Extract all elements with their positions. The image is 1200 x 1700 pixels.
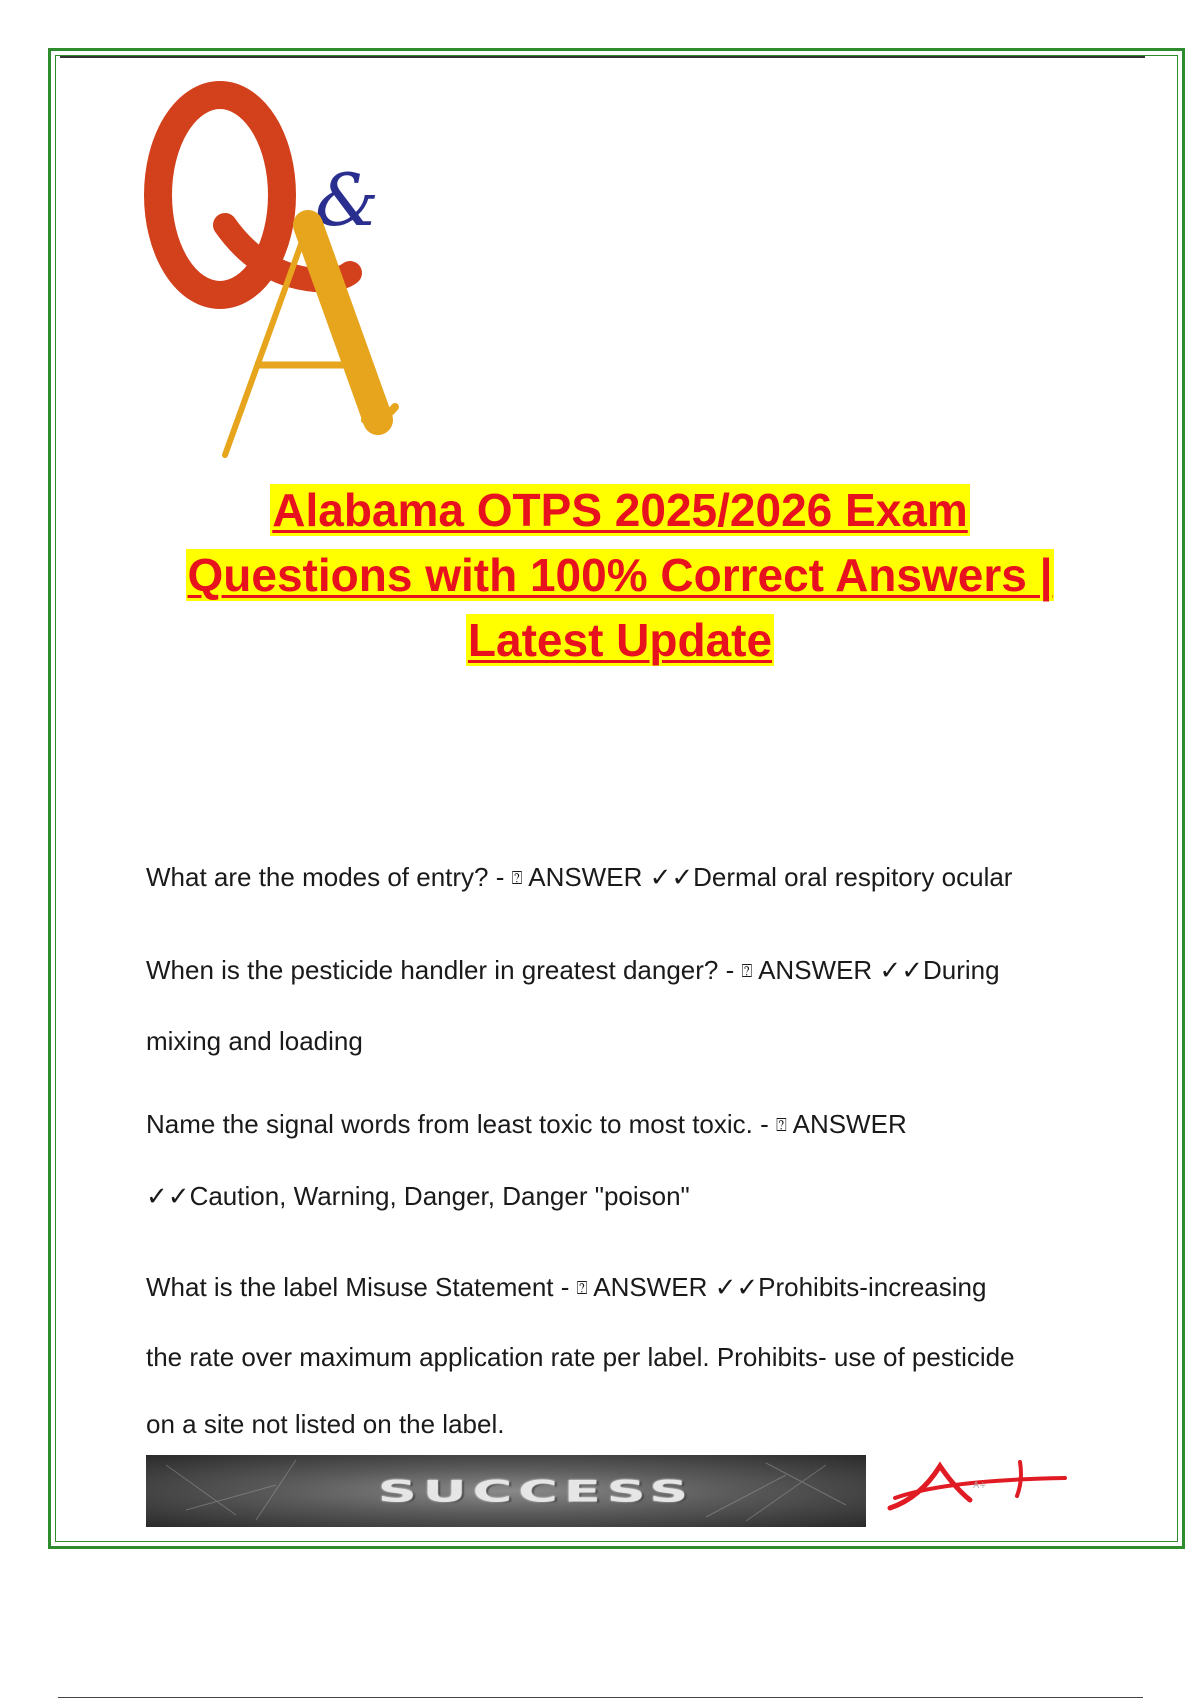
a-plus-grade-image xyxy=(885,1458,1070,1528)
qa-item-2-line-2: mixing and loading xyxy=(146,1026,363,1056)
success-banner-image xyxy=(146,1455,866,1527)
qa-item-4-line-2: the rate over maximum application rate per label. Prohibits- use of pesticide xyxy=(146,1342,1015,1372)
missing-glyph-icon: ⍰ xyxy=(576,1278,588,1298)
title-line-2: Questions with 100% Correct Answers | xyxy=(187,549,1053,601)
footer-rule xyxy=(58,1697,1143,1698)
missing-glyph-icon: ⍰ xyxy=(511,868,523,888)
qa-item-3-line-1: Name the signal words from least toxic to most toxic. - ⍰ ANSWER xyxy=(146,1109,907,1139)
missing-glyph-icon: ⍰ xyxy=(776,1115,787,1135)
logo-ampersand: & xyxy=(315,158,380,242)
title-line-3: Latest Update xyxy=(467,614,773,666)
success-banner-text: SUCCESS xyxy=(377,1473,695,1509)
qa-item-1-line-1: What are the modes of entry? - ⍰ ANSWER ✓✓Dermal oral respitory ocular xyxy=(146,862,1013,892)
title-line-1: Alabama OTPS 2025/2026 Exam xyxy=(272,484,968,536)
qa-item-4-line-3: on a site not listed on the label. xyxy=(146,1409,505,1439)
qa-item-2-line-1: When is the pesticide handler in greatest danger? - ⍰ ANSWER ✓✓During xyxy=(146,955,1000,985)
missing-glyph-icon: ⍰ xyxy=(741,961,753,981)
document-title xyxy=(120,478,1120,673)
a-plus-small-text: A+ xyxy=(973,1481,987,1491)
qa-logo xyxy=(140,75,450,470)
qa-item-3-line-2: ✓✓Caution, Warning, Danger, Danger "poison" xyxy=(146,1181,690,1211)
qa-item-4-line-1: What is the label Misuse Statement - ⍰ ANSWER ✓✓Prohibits-increasing xyxy=(146,1272,987,1302)
header-rule xyxy=(60,56,1145,58)
